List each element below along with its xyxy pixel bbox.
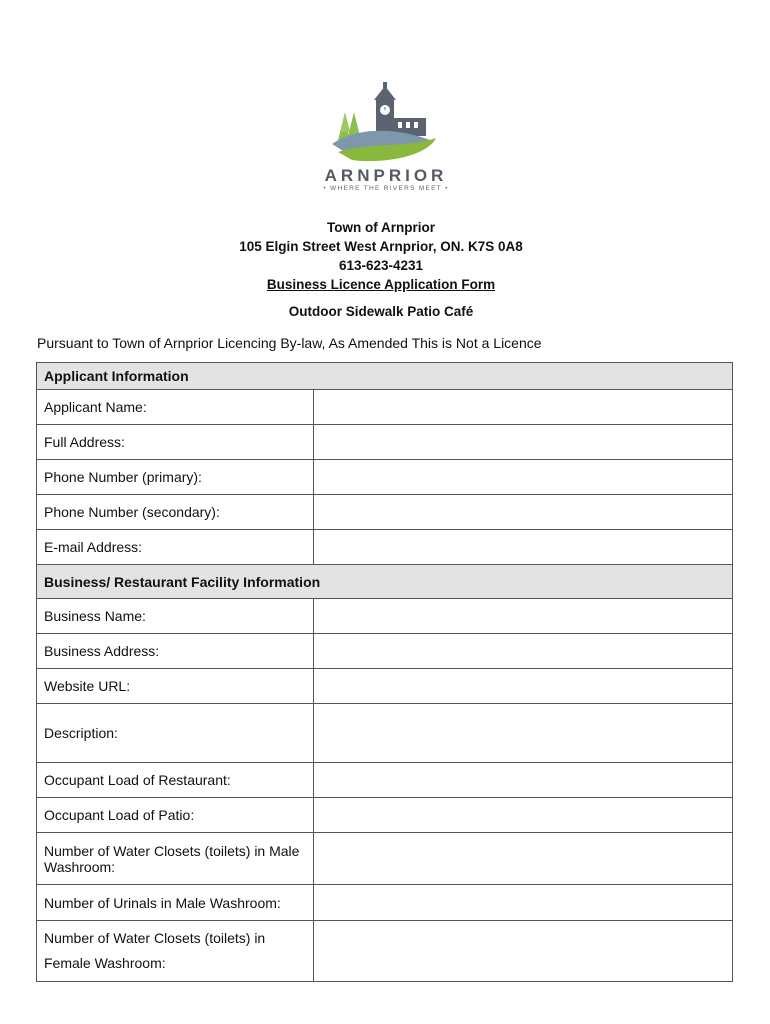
field-label: Occupant Load of Restaurant: bbox=[37, 763, 314, 798]
field-label: E-mail Address: bbox=[37, 530, 314, 565]
town-address: 105 Elgin Street West Arnprior, ON. K7S 0A8 bbox=[239, 239, 523, 254]
applicant-name-field[interactable] bbox=[314, 390, 733, 425]
document-header bbox=[0, 218, 762, 294]
phone-primary-field[interactable] bbox=[314, 460, 733, 495]
description-field[interactable] bbox=[314, 704, 733, 763]
field-label: Full Address: bbox=[37, 425, 314, 460]
field-label: Business Address: bbox=[37, 634, 314, 669]
field-label: Occupant Load of Patio: bbox=[37, 798, 314, 833]
town-phone: 613-623-4231 bbox=[338, 258, 424, 273]
field-label: Number of Urinals in Male Washroom: bbox=[37, 885, 314, 921]
application-form-table bbox=[36, 362, 733, 982]
full-address-field[interactable] bbox=[314, 425, 733, 460]
field-label: Phone Number (secondary): bbox=[37, 495, 314, 530]
form-subtitle: Outdoor Sidewalk Patio Café bbox=[288, 304, 474, 319]
occupant-load-restaurant-field[interactable] bbox=[314, 763, 733, 798]
clock-tower-river-emblem-icon bbox=[318, 82, 454, 166]
form-row-male-urinals bbox=[37, 885, 733, 921]
business-name-field[interactable] bbox=[314, 599, 733, 634]
field-label: Business Name: bbox=[37, 599, 314, 634]
form-row-website bbox=[37, 669, 733, 704]
section-header-applicant bbox=[37, 363, 733, 390]
form-row-full-address bbox=[37, 425, 733, 460]
email-field[interactable] bbox=[314, 530, 733, 565]
section-title: Business/ Restaurant Facility Information bbox=[37, 565, 733, 599]
form-row-phone-primary bbox=[37, 460, 733, 495]
website-url-field[interactable] bbox=[314, 669, 733, 704]
field-label: Number of Water Closets (toilets) in Male Washroom: bbox=[37, 833, 314, 885]
female-water-closets-field[interactable] bbox=[314, 921, 733, 982]
field-label: Website URL: bbox=[37, 669, 314, 704]
form-row-female-water-closets bbox=[37, 921, 733, 982]
field-label: Applicant Name: bbox=[37, 390, 314, 425]
male-urinals-field[interactable] bbox=[314, 885, 733, 921]
town-name: Town of Arnprior bbox=[327, 220, 435, 235]
male-water-closets-field[interactable] bbox=[314, 833, 733, 885]
business-address-field[interactable] bbox=[314, 634, 733, 669]
form-row-male-water-closets bbox=[37, 833, 733, 885]
field-label: Number of Water Closets (toilets) in Female Washroom: bbox=[37, 921, 314, 982]
field-label: Description: bbox=[37, 704, 314, 763]
form-row-applicant-name bbox=[37, 390, 733, 425]
logo-tagline: • WHERE THE RIVERS MEET • bbox=[323, 185, 449, 192]
form-title: Business Licence Application Form bbox=[266, 277, 496, 292]
form-row-phone-secondary bbox=[37, 495, 733, 530]
form-row-occupant-patio bbox=[37, 798, 733, 833]
form-row-business-name bbox=[37, 599, 733, 634]
phone-secondary-field[interactable] bbox=[314, 495, 733, 530]
section-header-business bbox=[37, 565, 733, 599]
section-title: Applicant Information bbox=[37, 363, 733, 390]
pursuant-statement: Pursuant to Town of Arnprior Licencing By-law, As Amended This is Not a Licence bbox=[37, 335, 542, 351]
logo-wordmark: ARNPRIOR bbox=[324, 166, 448, 185]
occupant-load-patio-field[interactable] bbox=[314, 798, 733, 833]
field-label: Phone Number (primary): bbox=[37, 460, 314, 495]
form-row-description bbox=[37, 704, 733, 763]
arnprior-logo bbox=[318, 82, 454, 194]
form-row-business-address bbox=[37, 634, 733, 669]
form-row-email bbox=[37, 530, 733, 565]
form-row-occupant-restaurant bbox=[37, 763, 733, 798]
